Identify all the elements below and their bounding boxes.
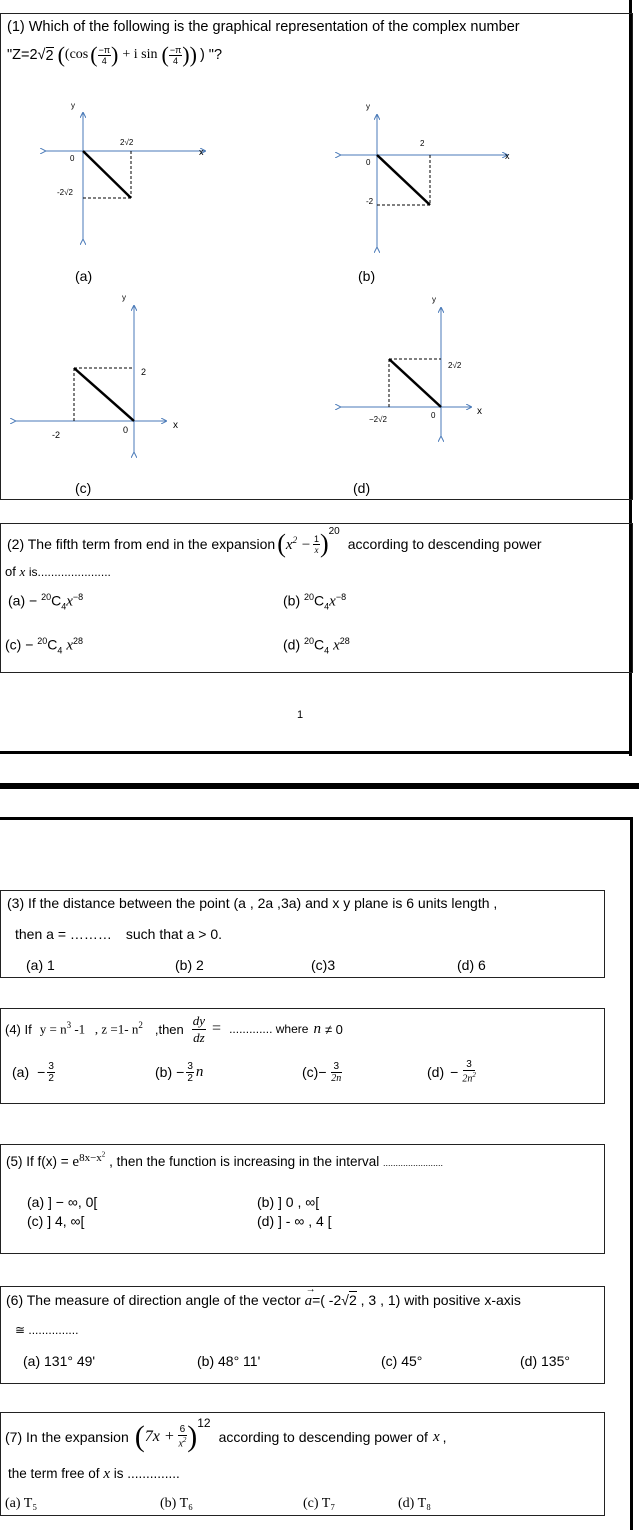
vector-line <box>83 151 131 198</box>
y-label: y <box>432 295 436 304</box>
page2-frame-top <box>0 817 633 820</box>
vector-line <box>389 359 441 407</box>
frac-1: −π 4 <box>98 44 111 66</box>
origin-label: 0 <box>431 411 436 420</box>
graph-c <box>10 288 195 460</box>
q4-option-b[interactable]: (b) − $\frac{3}{2}$ n <box>155 1060 204 1084</box>
vector-line <box>377 155 430 205</box>
q4-option-a[interactable]: (a) − $\frac{3}{2}$ <box>12 1060 54 1084</box>
q4-option-d[interactable]: (d) − $\frac{3}{2n^2}$ <box>427 1059 476 1085</box>
q6-option-c[interactable]: (c) 45° <box>381 1353 423 1369</box>
graph-d <box>335 290 505 445</box>
question-7-line2: the term free of x is .............. <box>8 1466 180 1482</box>
page-separator <box>0 783 639 789</box>
q6-option-b[interactable]: (b) 48° 11' <box>197 1353 261 1369</box>
q3-option-a[interactable]: (a) 1 <box>26 957 55 973</box>
frac-2: −π 4 <box>169 44 182 66</box>
question-1-equation: "Z=2 √ 2 ( (cos ( −π 4 ) + i sin ( −π 4 ) ) ) "? <box>7 42 223 67</box>
top-value: 2√2 <box>120 138 134 147</box>
y-label: y <box>122 293 126 302</box>
question-3-line2: then a = ……… such that a > 0. <box>15 926 223 942</box>
q7-option-c[interactable]: (c) T₇ <box>303 1496 336 1511</box>
origin-label: 0 <box>123 425 129 435</box>
origin-label: 0 <box>366 158 371 167</box>
x-label: x <box>477 406 482 417</box>
x-label: x <box>173 420 178 431</box>
page-number: 1 <box>297 709 304 721</box>
right-value: 2 <box>141 367 147 377</box>
question-4-text: (4) If $y = n^3$ -1 , z =1- $n^2$ ,then $\frac{dy}{dz}$ = ............. where n ≠ 0 <box>5 1012 343 1045</box>
q7-option-a[interactable]: (a) T₅ <box>5 1496 38 1511</box>
vector-line <box>74 368 134 421</box>
graph-c-label: (c) <box>75 480 92 496</box>
graph-d-label: (d) <box>353 480 371 496</box>
y-label: y <box>366 102 370 111</box>
q2-option-a[interactable]: $(a) - ^{20}C_4x^{-8}$ <box>8 592 84 612</box>
side-value: -2 <box>366 197 374 206</box>
y-label: y <box>71 101 75 110</box>
q5-option-d[interactable]: (d) ] - ∞ , 4 [ <box>257 1213 332 1229</box>
q5-option-c[interactable]: (c) ] 4, ∞[ <box>27 1213 85 1229</box>
bottom-value: -2 <box>52 430 61 440</box>
q2-option-d[interactable]: (d) $^{20}C_4$ $x^{28}$ <box>283 636 350 656</box>
origin-label: 0 <box>70 154 75 163</box>
question-3-text: (3) If the distance between the point (a , 2a ,3a) and x y plane is 6 units length , <box>7 895 498 911</box>
question-1-text: (1) Which of the following is the graphical representation of the complex number <box>7 19 520 35</box>
right-value: 2√2 <box>448 361 462 370</box>
x-label: x <box>199 147 204 157</box>
top-value: 2 <box>420 139 425 148</box>
q5-option-b[interactable]: (b) ] 0 , ∞[ <box>257 1194 320 1210</box>
question-6-text: (6) The measure of direction angle of the vector → a=( -2√2 , 3 , 1) with positive x-axis <box>6 1284 521 1309</box>
graph-b <box>335 98 525 255</box>
graph-a-label: (a) <box>75 268 93 284</box>
question-2-text: (2) The fifth term from end in the expansion ( $x^2$ − $\frac{1}{x}$ ) 20 according to descending power <box>7 526 542 558</box>
q7-option-b[interactable]: (b) T₆ <box>160 1496 194 1511</box>
q7-option-d[interactable]: (d) T₈ <box>398 1496 432 1511</box>
question-6-approx: ≅ ............... <box>15 1323 79 1337</box>
q5-option-a[interactable]: (a) ] − ∞, 0[ <box>27 1194 98 1210</box>
question-2-line2: of x is...................... <box>5 564 111 579</box>
side-value: -2√2 <box>57 188 73 197</box>
bottom-value: −2√2 <box>369 415 387 424</box>
graph-a <box>40 95 220 250</box>
q2-option-c[interactable]: $(c) - ^{20}C_4$ $x^{28}$ <box>5 636 84 656</box>
q6-option-a[interactable]: (a) 131° 49' <box>23 1353 96 1369</box>
q6-option-d[interactable]: (d) 135° <box>520 1353 570 1369</box>
q3-option-c[interactable]: (c)3 <box>311 957 336 973</box>
q2-option-b[interactable]: (b) $^{20}C_4x^{-8}$ <box>283 592 347 612</box>
graph-b-label: (b) <box>358 268 376 284</box>
q3-option-d[interactable]: (d) 6 <box>457 957 486 973</box>
q4-option-c[interactable]: (c) − $\frac{3}{2n}$ <box>302 1060 342 1084</box>
page2-frame-right <box>630 817 633 1530</box>
q3-option-b[interactable]: (b) 2 <box>175 957 204 973</box>
question-5-text: (5) If $f(x) = e^{8x-x^2}$ , then the function is increasing in the interval ........................ <box>6 1150 444 1171</box>
x-label: x <box>505 151 510 161</box>
question-7-text: (7) In the expansion ( 7x + $\frac{6}{x^2}$ ) 12 according to descending power of x , <box>5 1416 447 1453</box>
page-frame-bottom <box>0 751 632 754</box>
